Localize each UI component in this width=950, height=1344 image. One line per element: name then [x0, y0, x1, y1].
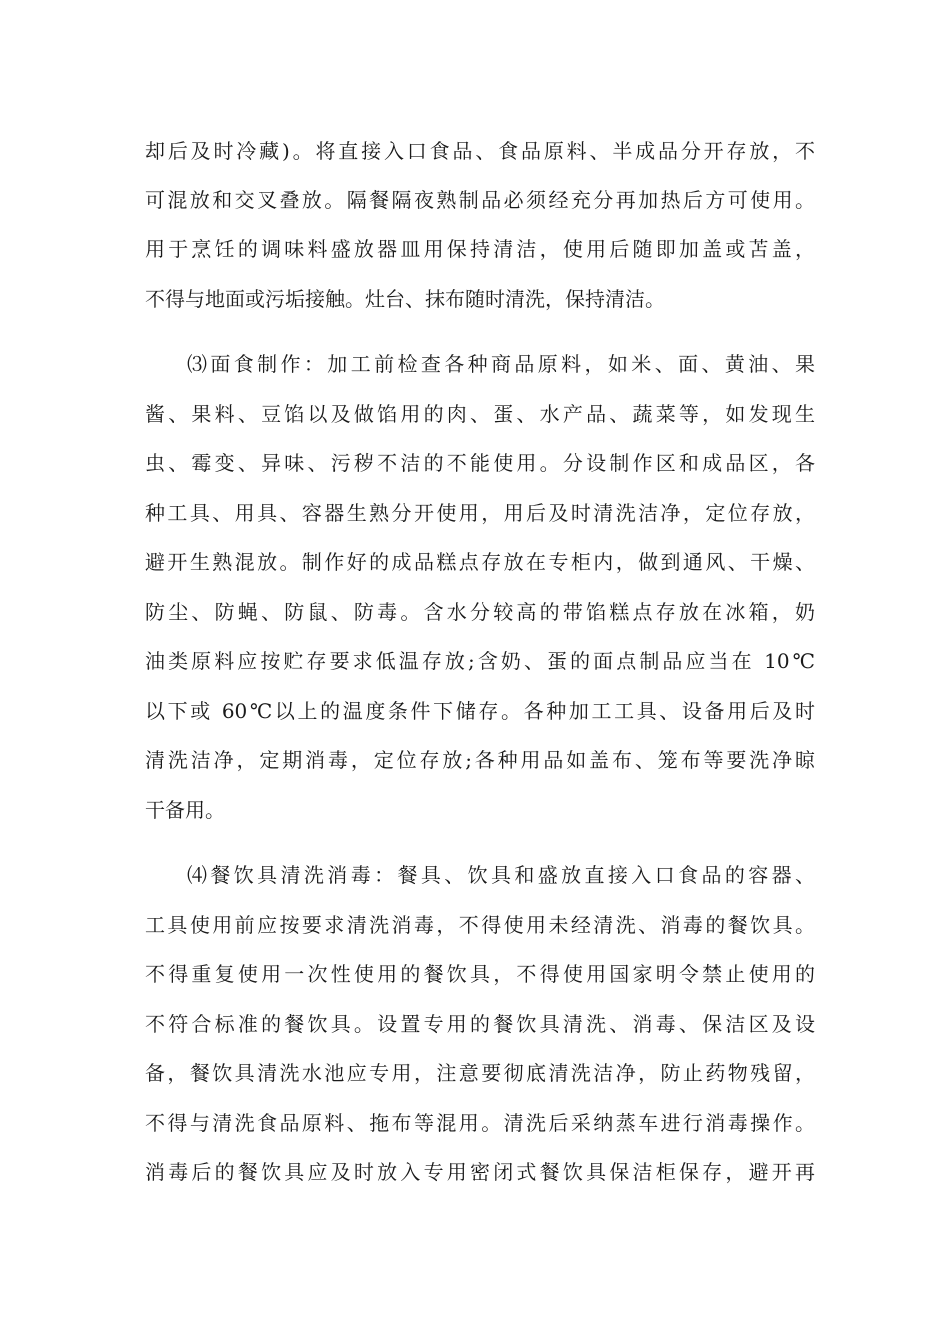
paragraph-1-line-2: 可混放和交叉叠放。隔餐隔夜熟制品必须经充分再加热后方可使用。 — [145, 188, 815, 212]
paragraph-1-line-3: 用于烹饪的调味料盛放器皿用保持清洁，使用后随即加盖或苫盖， — [145, 237, 815, 261]
paragraph-3-line-5: 备，餐饮具清洗水池应专用，注意要彻底清洗洁净，防止药物残留， — [145, 1061, 815, 1085]
paragraph-2-line-3: 虫、霉变、异味、污秽不洁的不能使用。分设制作区和成品区，各 — [145, 451, 815, 475]
paragraph-3-line-2: 工具使用前应按要求清洗消毒，不得使用未经清洗、消毒的餐饮具。 — [145, 913, 815, 937]
paragraph-1-line-4: 不得与地面或污垢接触。灶台、抹布随时清洗，保持清洁。 — [145, 287, 665, 311]
paragraph-1-line-1: 却后及时冷藏)。将直接入口食品、食品原料、半成品分开存放，不 — [145, 139, 815, 163]
paragraph-2-line-2: 酱、果料、豆馅以及做馅用的肉、蛋、水产品、蔬菜等，如发现生 — [145, 402, 815, 426]
paragraph-3-line-3: 不得重复使用一次性使用的餐饮具，不得使用国家明令禁止使用的 — [145, 962, 815, 986]
paragraph-2-line-10: 干备用。 — [145, 798, 225, 822]
paragraph-3-line-4: 不符合标准的餐饮具。设置专用的餐饮具清洗、消毒、保洁区及设 — [145, 1012, 815, 1036]
paragraph-2-line-5: 避开生熟混放。制作好的成品糕点存放在专柜内，做到通风、干燥、 — [145, 550, 815, 574]
paragraph-3-line-1: ⑷餐饮具清洗消毒：餐具、饮具和盛放直接入口食品的容器、 — [187, 863, 815, 887]
paragraph-2-line-9: 清洗洁净，定期消毒，定位存放;各种用品如盖布、笼布等要洗净晾 — [145, 748, 815, 772]
paragraph-2-line-1: ⑶面食制作：加工前检查各种商品原料，如米、面、黄油、果 — [187, 352, 815, 376]
paragraph-3-line-7: 消毒后的餐饮具应及时放入专用密闭式餐饮具保洁柜保存，避开再 — [145, 1160, 815, 1184]
paragraph-2-line-4: 种工具、用具、容器生熟分开使用，用后及时清洗洁净，定位存放， — [145, 501, 815, 525]
paragraph-2-line-8: 以下或 60℃以上的温度条件下储存。各种加工工具、设备用后及时 — [145, 699, 815, 723]
paragraph-2-line-6: 防尘、防蝇、防鼠、防毒。含水分较高的带馅糕点存放在冰箱，奶 — [145, 600, 815, 624]
paragraph-2-line-7: 油类原料应按贮存要求低温存放;含奶、蛋的面点制品应当在 10℃ — [145, 649, 815, 673]
paragraph-3-line-6: 不得与清洗食品原料、拖布等混用。清洗后采纳蒸车进行消毒操作。 — [145, 1111, 815, 1135]
